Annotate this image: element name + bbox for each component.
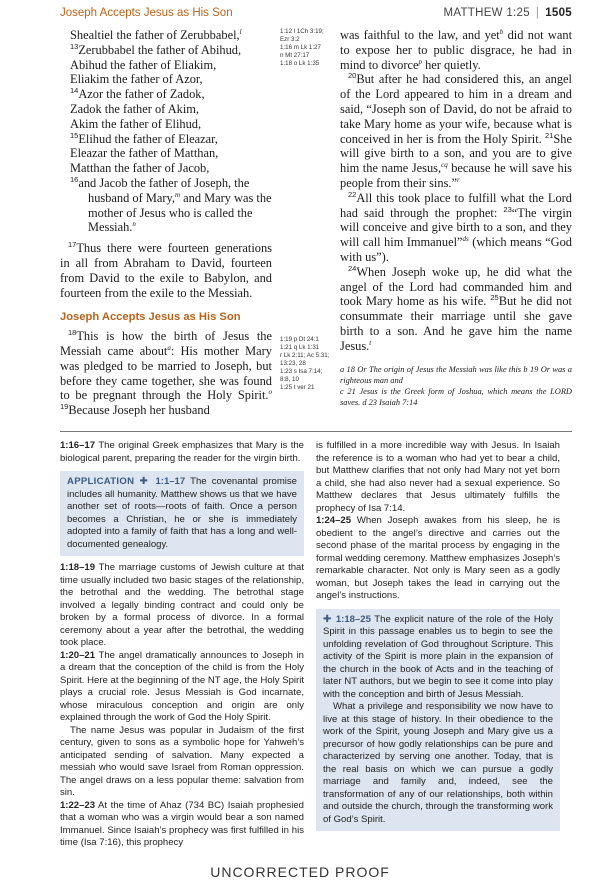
spirit-icon: ✚ xyxy=(323,613,333,625)
notes-column-right xyxy=(316,440,560,837)
note-1-20-cont: The name Jesus was popular in Judaism of the first century, given to sons as a symbolic hope for Yahweh’s anticipated sending of salvation. Many expected a messiah who would save Israel from Roman oppression. The angel draws on a less popular theme: salvation from sin. xyxy=(60,724,304,798)
scripture-column-right xyxy=(340,28,572,408)
page-number: 1505 xyxy=(545,7,572,19)
note-1-22-cont: is fulfilled in a more incredible way with Jesus. In Isaiah the reference is to a woman who had yet to bear a child, but Matthew clarifies that not only had Mary not yet born a child, she had also never had a sexual experience. So Matthew declares that Jesus ultimately fulfills the prophecy of Isa 7:14. xyxy=(316,440,560,514)
note-1-20: 1:20–21 The angel dramatically announces to Joseph in a dream that the conception of the child is from the Holy Spirit. Here at the beginning of the NT age, the Holy Spirit plays a crucial role. Jesus Messiah is God incarnate, whose miraculous conception and origin are only explained through the work of God the Holy Spirit. xyxy=(60,649,304,723)
cross-references-top: 1:12 l 1Ch 3:19; Ezr 3:2 1:16 m Lk 1:27 n Mt 27:17 1:18 o Lk 1:35 xyxy=(280,28,324,67)
running-reference: MATTHEW 1:25 | 1505 xyxy=(443,7,572,19)
genealogy-line: $^{13}$Zerubbabel the father of Abihud, xyxy=(70,41,242,57)
genealogy-line: Eleazar the father of Matthan, xyxy=(70,146,219,161)
section-subheading: Joseph Accepts Jesus as His Son xyxy=(60,311,241,324)
note-1-18: 1:18–19 The marriage customs of Jewish culture at that time usually included two basic stages of the relationship, the betrothal and the wedding. The betrothal stage involved a legally binding contract and could only be broken by a formal process of divorce. In a formal ceremony about a year after the betrothal, the wedding took place. xyxy=(60,562,304,648)
genealogy-line: $^{15}$Elihud the father of Eleazar, xyxy=(70,130,218,146)
note-1-24: 1:24–25 When Joseph awakes from his sleep, he is obedient to the angel’s directive and carries out the second phase of the marital process by engaging in the formal wedding ceremony. Matthew emphasizes Joseph’s remarkable character. Not only is Mary seen as a godly woman, but Joseph takes the lead in carrying out the angel’s instructions. xyxy=(316,515,560,601)
genealogy-line: Eliakim the father of Azor, xyxy=(70,72,203,87)
note-1-16: 1:16–17 The original Greek emphasizes that Mary is the biological parent, preparing the reader for the virgin birth. xyxy=(60,440,304,464)
translation-footnotes xyxy=(340,364,572,408)
scripture-text xyxy=(0,28,600,428)
verse-22: $^{22}$All this took place to fulfill what the Lord had said through the prophet: $^{23}$“The virgin will conceive and give birth to a son, and they will call him Immanuel”$^{ds}$ (which means “God with us”). xyxy=(340,189,572,264)
genealogy-line: $^{14}$Azor the father of Zadok, xyxy=(70,86,205,102)
genealogy-line: $^{16}$and Jacob the father of Joseph, the husband of Mary,$^m$ and Mary was the mother of Jesus who is called the Messiah.$^n$ xyxy=(70,174,272,235)
verse-17: $^{17}$Thus there were fourteen generations in all from Abraham to David, fourteen from David to the exile to Babylon, and fourteen from the exile to the Messiah. xyxy=(60,240,272,300)
genealogy-line: Shealtiel the father of Zerubbabel,$^l$ xyxy=(70,27,242,42)
cross-references-bottom: 1:19 p Dt 24:1 1:21 q Lk 1:31 r Lk 2:11; Ac 5:31; 13:23, 28 1:23 s Isa 7:14; 8:8, 10 1:25 t ver 21 xyxy=(280,336,330,391)
cross-icon: ✚ xyxy=(139,476,151,487)
holy-spirit-box: ✚ 1:18–25 The explicit nature of the role of the Holy Spirit in this passage enables us to begin to see the unfolding revelation of God throughout Scripture. This activity of the Spirit is more plain in the expansion of the church in the book of Acts and in the teaching of later NT authors, but we begin to see it come into play with the conception and birth of Jesus Messiah. What a privilege and responsibility we now have to live at this stage of history. In their obedience to the work of the Spirit, young Joseph and Mary give us a precursor of how godly relationships can be pure and characterized by serving one another. Today, that is the real basis on which we can pursue a godly marriage and family and, indeed, see the transformation of any of our relationships, both within and outside the church, through the transforming work of God’s Spirit. xyxy=(316,609,560,832)
verse-24: $^{24}$When Joseph woke up, he did what the angel of the Lord had commanded him and took Mary home as his wife. $^{25}$But he did not consummate their marriage until she gave birth to a son. And he gave him the name Jesus.$^t$ xyxy=(340,263,572,353)
application-label: APPLICATION xyxy=(67,476,135,487)
verse-19-cont: was faithful to the law, and yet$^b$ did not want to expose her to public disgrace, he had in mind to divorce$^p$ her quietly. xyxy=(340,27,573,72)
notes-column-left xyxy=(60,440,304,850)
genealogy-line: Abihud the father of Eliakim, xyxy=(70,57,217,72)
scripture-column-left xyxy=(60,28,272,418)
genealogy-list xyxy=(60,28,272,235)
running-header xyxy=(60,0,572,26)
chapter-verse-ref: MATTHEW 1:25 xyxy=(443,7,530,19)
section-title: Joseph Accepts Jesus as His Son xyxy=(60,7,233,19)
verse-20: $^{20}$But after he had considered this, an angel of the Lord appeared to him in a dream and said, “Joseph son of David, do not be afraid to take Mary home as your wife, because what is conceived in her is from the Holy Spirit. $^{21}$She will give birth to a son, and you are to give him the name Jesus,$^{cq}$ because he will save his people from their sins.”$^r$ xyxy=(340,71,572,190)
genealogy-line: Zadok the father of Akim, xyxy=(70,101,200,116)
genealogy-line: Akim the father of Elihud, xyxy=(70,116,202,131)
footnote-line: a 18 Or The origin of Jesus the Messiah was like this b 19 Or was a righteous man and xyxy=(340,364,572,385)
note-1-22: 1:22–23 At the time of Ahaz (734 BC) Isaiah prophesied that a woman who was a virgin would bear a son named Immanuel. Since Isaiah’s prophecy was first fulfilled in his time (Isa 7:16), this prophecy xyxy=(60,799,304,848)
footnote-line: c 21 Jesus is the Greek form of Joshua, which means the LORD saves. d 23 Isaiah 7:14 xyxy=(340,386,572,407)
genealogy-line: Matthan the father of Jacob, xyxy=(70,161,210,176)
application-box: APPLICATION ✚ 1:1–17 The covenantal promise includes all humanity. Matthew shows us that we have another set of roots—roots of faith. Once a person becomes a Christian, he or she is immediately adopted into a family of faith that has a long and well-documented genealogy. xyxy=(60,471,304,556)
section-divider xyxy=(60,431,572,432)
verse-18: $^{18}$This is how the birth of Jesus the Messiah came about$^a$: His mother Mary was pledged to be married to Joseph, but before they came together, she was found to be pregnant through the Holy Spirit.$^o$ $^{19}$Because Joseph her husband xyxy=(60,328,272,418)
proof-watermark: UNCORRECTED PROOF xyxy=(210,864,390,880)
